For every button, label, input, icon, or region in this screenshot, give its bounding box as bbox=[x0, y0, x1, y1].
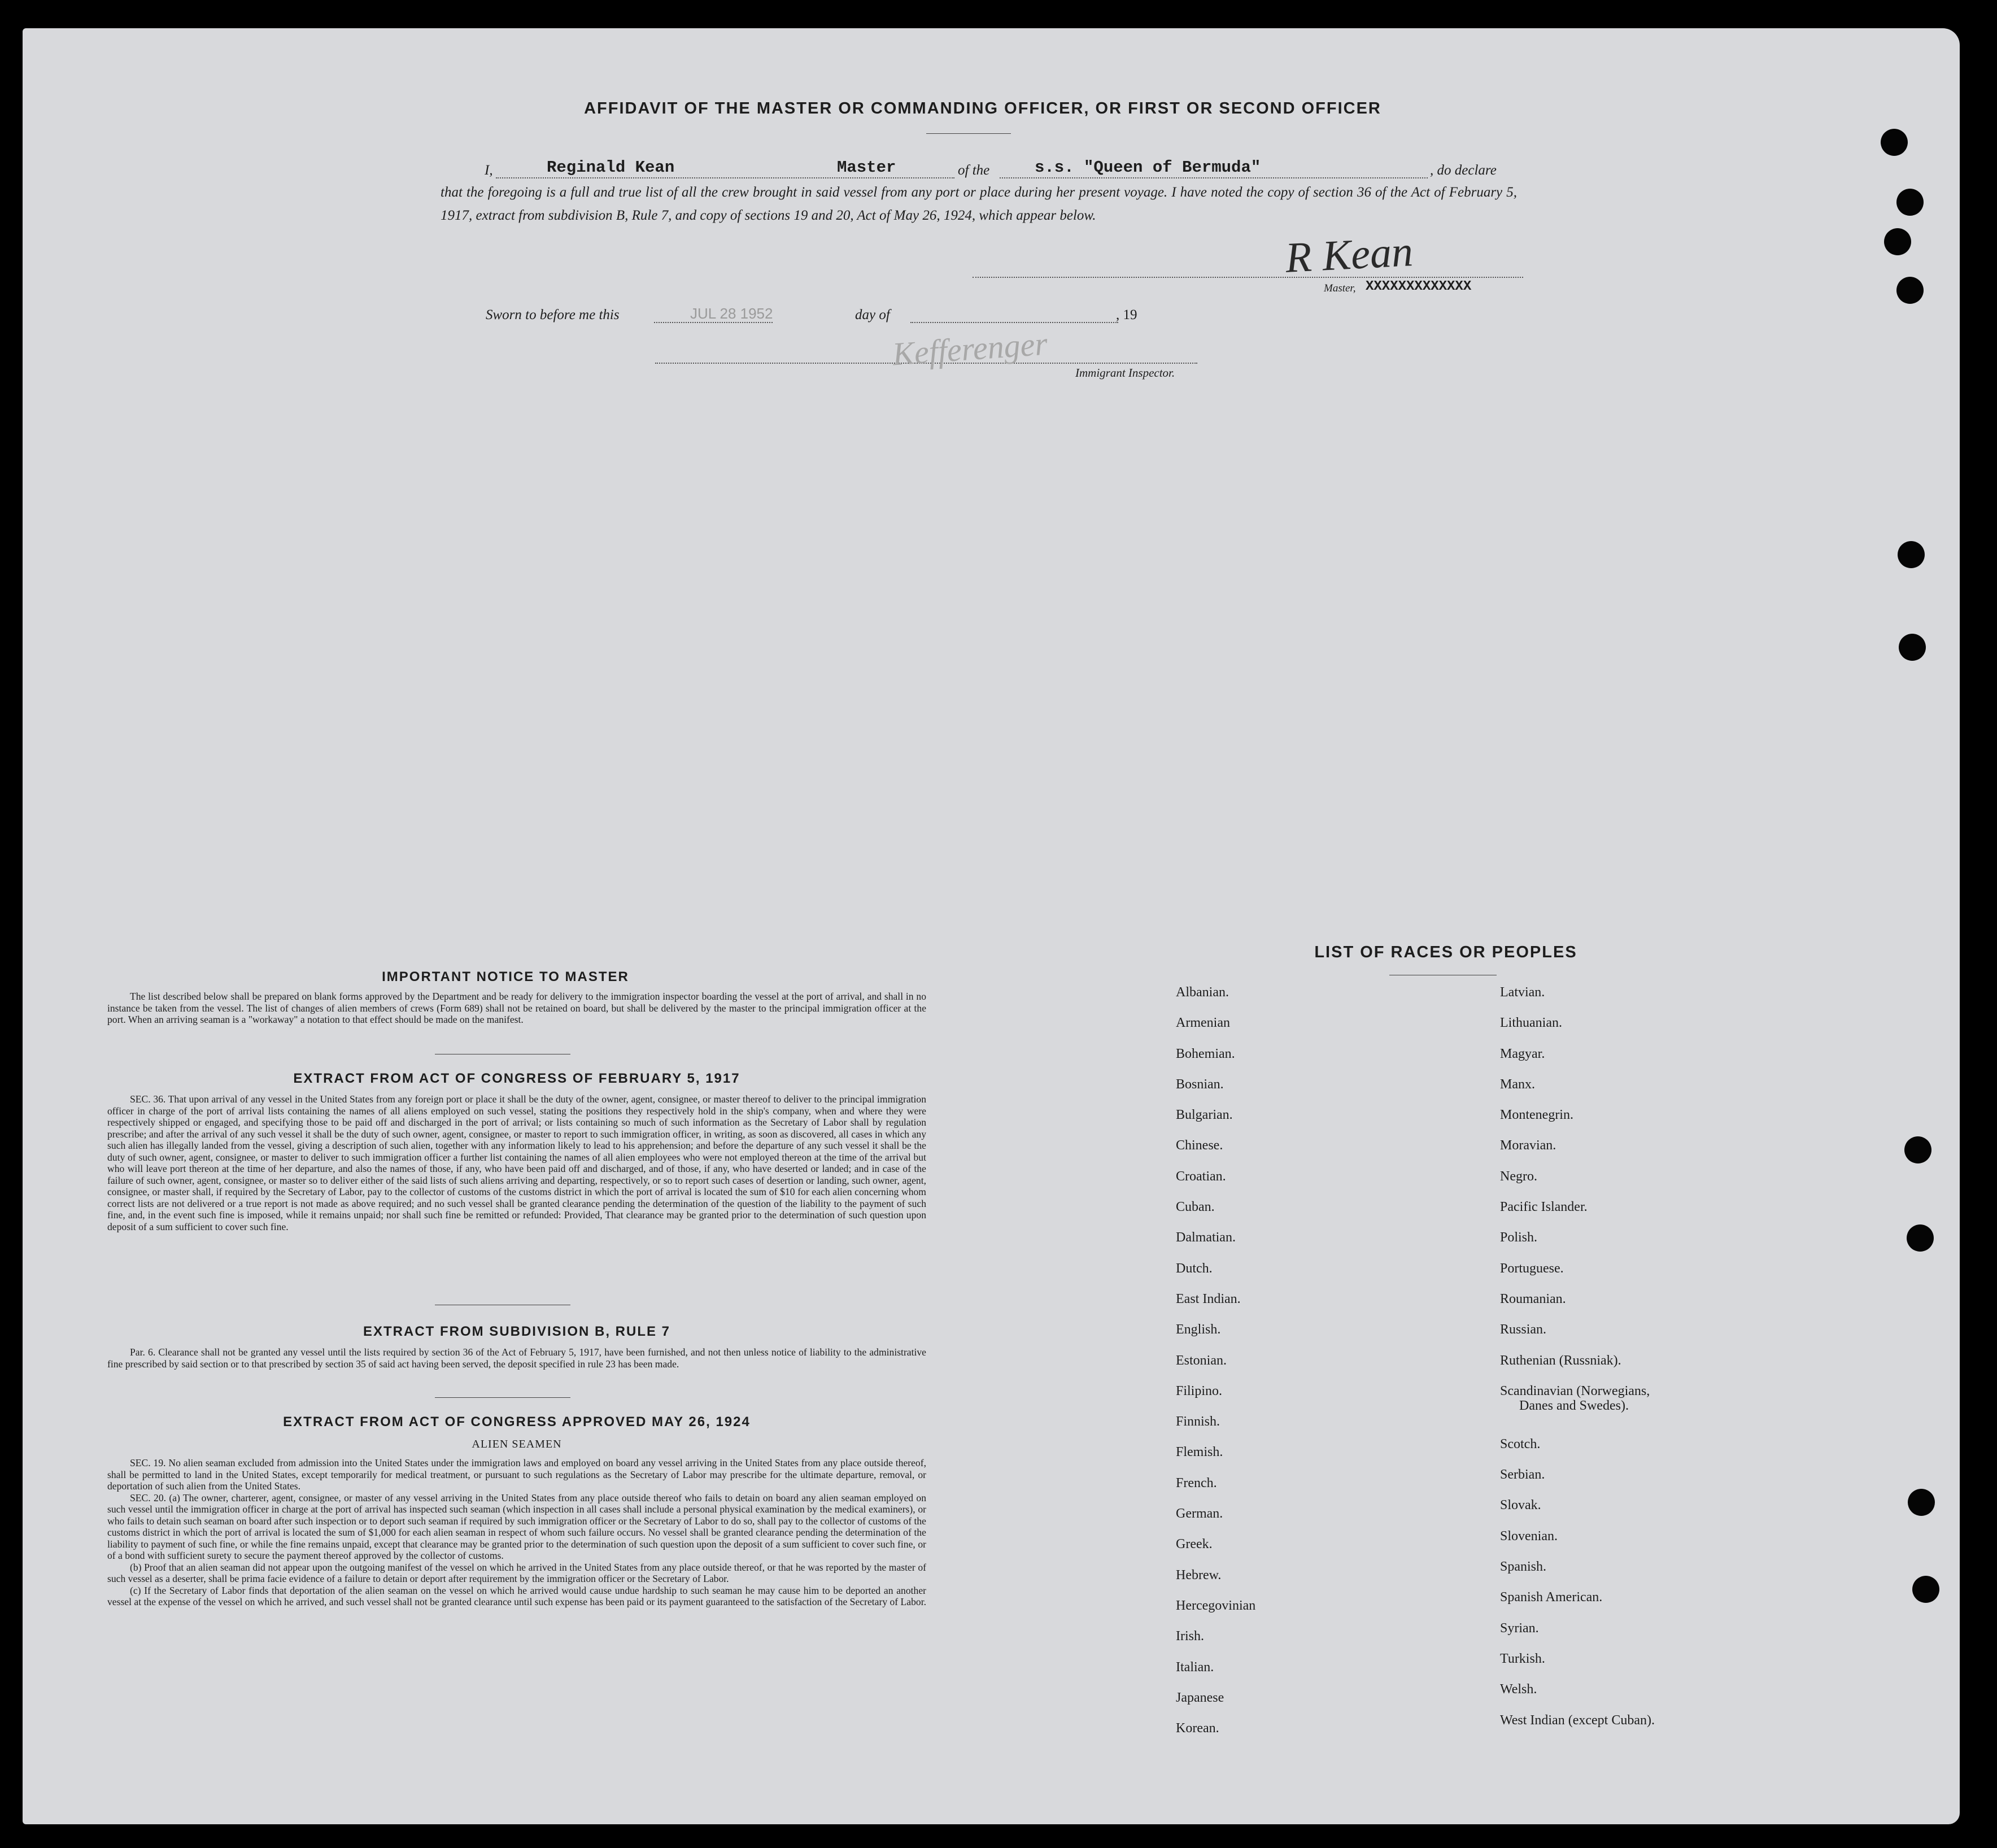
divider bbox=[926, 133, 1011, 134]
section-20b-paragraph: (b) Proof that an alien seaman did not appear upon the outgoing manifest of the vessel on which he arrived in the United States from any place outside thereof, or that he was reported by the master of such vessel as a deserter, shall be prima facie evidence of a failure to detain or deport after requirement by the immigration officer or the Secretary of Labor. bbox=[107, 1561, 926, 1584]
binder-hole bbox=[1907, 1224, 1934, 1252]
vessel-name: s.s. "Queen of Bermuda" bbox=[1035, 158, 1261, 177]
race-item: Welsh. bbox=[1500, 1682, 1537, 1697]
race-item: German. bbox=[1176, 1506, 1223, 1522]
binder-hole bbox=[1896, 189, 1924, 216]
race-item: Scotch. bbox=[1500, 1436, 1541, 1452]
race-item: West Indian (except Cuban). bbox=[1500, 1712, 1655, 1728]
fill-line bbox=[910, 322, 1118, 323]
master-caption: Master, bbox=[1324, 282, 1356, 294]
race-item: Korean. bbox=[1176, 1721, 1219, 1736]
sworn-date-stamp: JUL 28 1952 bbox=[690, 305, 773, 322]
race-item: Estonian. bbox=[1176, 1353, 1227, 1368]
section-19-paragraph: SEC. 19. No alien seaman excluded from admission into the United States under the immigration laws and employed on board any vessel arriving in the United States from any place outside thereof, shall be permitted to land in the United States, except temporarily for medical treatment, or pursuant to such regulations as the Secretary of Labor may prescribe for the ultimate departure, removal, or deportation of such alien from the United States. bbox=[107, 1457, 926, 1492]
race-item: Moravian. bbox=[1500, 1138, 1556, 1153]
race-item-line: Scandinavian (Norwegians, bbox=[1500, 1383, 1650, 1398]
race-item: Filipino. bbox=[1176, 1383, 1223, 1398]
race-item: Bohemian. bbox=[1176, 1046, 1235, 1061]
race-item: Syrian. bbox=[1500, 1620, 1539, 1636]
inspector-signature: Kefferenger bbox=[891, 325, 1049, 373]
race-item: Greek. bbox=[1176, 1537, 1213, 1552]
race-item: Roumanian. bbox=[1500, 1291, 1566, 1306]
binder-hole bbox=[1896, 277, 1924, 304]
affidavit-title: AFFIDAVIT OF THE MASTER OR COMMANDING OFFICER, OR FIRST OR SECOND OFFICER bbox=[584, 99, 1381, 117]
races-left-column bbox=[1176, 985, 1255, 1751]
race-item: Cuban. bbox=[1176, 1200, 1215, 1215]
races-title: LIST OF RACES OR PEOPLES bbox=[1314, 943, 1577, 961]
race-item: Hebrew. bbox=[1176, 1567, 1222, 1583]
struck-officer-title: XXXXXXXXXXXXX bbox=[1366, 279, 1472, 294]
section-36-paragraph: SEC. 36. That upon arrival of any vessel in the United States from any foreign port or place it shall be the duty of the owner, agent, consignee, or master thereof to deliver to the principal immigration officer in charge of the port of arrival lists containing the names of all aliens employed on such vessel, stating the positions they respectively hold in the ship's company, when and where they were respectively shipped or engaged, and specifying those to be paid off and discharged in the port of arrival; or lists containing so much of such information as the Secretary of Labor shall by regulation prescribe; and after the arrival of any such vessel it shall be the duty of such owner, agent, consignee, or master to report to such immigration officer, in writing, as soon as discovered, all cases in which any such alien has illegally landed from the vessel, giving a description of such alien, together with any information likely to lead to his apprehension; and before the departure of any such vessel it shall be the duty of such owner, agent, consignee, or master to deliver to such immigration officer a further list containing the names of all alien employees who were not employed thereon at the time of the arrival but who will leave port thereon at the time of her departure, and also the names of those, if any, who have been paid off and discharged, and of those, if any, who have deserted or landed; and in case of the failure of such owner, agent, consignee, or master so to deliver either of the said lists of such aliens arriving and departing, respectively, or so to report such cases of desertion or landing, such owner, agent, consignee, or master shall, if required by the Secretary of Labor, pay to the collector of customs of the customs district in which the port of arrival is located the sum of $10 for each alien concerning whom correct lists are not delivered or a true report is not made as above required; and no such vessel shall be granted clearance pending the determination of the question of the liability to the payment of such fine, and, in the event such fine is imposed, while it remains unpaid; nor shall such fine be remitted or refunded: Provided, That clearance may be granted prior to the determination of such question upon deposit of a sum sufficient to cover such fine. bbox=[107, 1093, 926, 1232]
sworn-line bbox=[486, 305, 1175, 328]
subdivision-b-title: EXTRACT FROM SUBDIVISION B, RULE 7 bbox=[363, 1324, 671, 1339]
notice-title: IMPORTANT NOTICE TO MASTER bbox=[382, 969, 629, 984]
race-item: Armenian bbox=[1176, 1015, 1230, 1031]
race-item: Italian. bbox=[1176, 1659, 1214, 1675]
sworn-prefix: Sworn to before me this bbox=[486, 307, 620, 322]
race-item: Bulgarian. bbox=[1176, 1108, 1233, 1123]
binder-hole bbox=[1884, 228, 1911, 255]
of-the-label: of the bbox=[958, 163, 990, 178]
signature-line bbox=[973, 277, 1523, 278]
inspector-caption: Immigrant Inspector. bbox=[1075, 366, 1175, 380]
race-item: Finnish. bbox=[1176, 1414, 1220, 1429]
race-item: Lithuanian. bbox=[1500, 1015, 1562, 1031]
race-item: Turkish. bbox=[1500, 1651, 1545, 1666]
master-signature: R Kean bbox=[1284, 228, 1414, 282]
master-rank: Master bbox=[837, 158, 896, 177]
race-item: Russian. bbox=[1500, 1322, 1547, 1337]
race-item: Slovak. bbox=[1500, 1498, 1541, 1513]
fill-line bbox=[496, 177, 954, 178]
extract-1917-title: EXTRACT FROM ACT OF CONGRESS OF FEBRUARY 5, 1917 bbox=[293, 1071, 740, 1086]
affidavit-body: that the foregoing is a full and true list of all the crew brought in said vessel from any port or place during her present voyage. I have noted the copy of section 36 of the Act of February 5, 1917, extract from subdivision B, Rule 7, and copy of sections 19 and 20, Act of May 26, 1924, which appear below. bbox=[441, 185, 1517, 223]
extract-1924-title: EXTRACT FROM ACT OF CONGRESS APPROVED MAY 26, 1924 bbox=[283, 1414, 751, 1429]
race-item: Negro. bbox=[1500, 1169, 1537, 1184]
binder-hole bbox=[1899, 634, 1926, 661]
race-item: Portuguese. bbox=[1500, 1261, 1564, 1276]
race-item: Spanish. bbox=[1500, 1559, 1547, 1575]
race-item: Bosnian. bbox=[1176, 1076, 1224, 1092]
race-item: Montenegrin. bbox=[1500, 1108, 1573, 1123]
race-item-continuation: Danes and Swedes). bbox=[1519, 1398, 1629, 1413]
race-item: Manx. bbox=[1500, 1076, 1535, 1092]
race-item bbox=[1500, 1384, 1655, 1437]
alien-seamen-subtitle: ALIEN SEAMEN bbox=[472, 1438, 562, 1450]
race-item: Ruthenian (Russniak). bbox=[1500, 1353, 1621, 1368]
binder-hole bbox=[1912, 1576, 1939, 1603]
binder-hole bbox=[1881, 129, 1908, 156]
binder-hole bbox=[1908, 1489, 1935, 1516]
race-item: French. bbox=[1176, 1475, 1217, 1490]
subdivision-b-text bbox=[107, 1346, 926, 1370]
race-item: Latvian. bbox=[1500, 985, 1545, 1000]
do-declare-label: , do declare bbox=[1430, 163, 1497, 178]
race-item: Pacific Islander. bbox=[1500, 1200, 1588, 1215]
fill-line bbox=[1000, 177, 1428, 178]
race-item: Chinese. bbox=[1176, 1138, 1223, 1153]
race-item: Dalmatian. bbox=[1176, 1230, 1236, 1245]
day-of-label: day of bbox=[855, 307, 890, 322]
affidavit-line1 bbox=[441, 158, 1514, 181]
race-item: Spanish American. bbox=[1500, 1590, 1603, 1605]
master-name: Reginald Kean bbox=[547, 158, 675, 177]
race-item: Slovenian. bbox=[1500, 1528, 1558, 1544]
extract-1917-text bbox=[107, 1093, 926, 1232]
races-right-column bbox=[1500, 985, 1655, 1744]
divider bbox=[435, 1397, 570, 1398]
section-20a-paragraph: SEC. 20. (a) The owner, charterer, agent, consignee, or master of any vessel arriving in the United States from any place outside thereof who fails to detain on board any alien seaman employed on such vessel until the immigration officer in charge at the port of arrival has inspected such seaman (which inspection in all cases shall include a personal physical examination by the medical examiners), or who fails to detain such seaman on board after such inspection or to deport such seaman if required by such immigration officer or the Secretary of Labor to do so, shall pay to the collector of customs of the customs district in which the port of arrival is located the sum of $1,000 for each alien seaman in respect of whom such failure occurs. No vessel shall be granted clearance pending the determination of the liability to payment of such fine, or while the fine remains unpaid, except that clearance may be granted prior to the determination of such question upon the deposit of a sum sufficient to cover such fine, or of a bond with sufficient surety to secure the payment thereof approved by the collector of customs. bbox=[107, 1492, 926, 1561]
notice-paragraph: The list described below shall be prepared on blank forms approved by the Department and be ready for delivery to the immigration inspector boarding the vessel at the port of arrival, and shall in no instance be taken from the vessel. The list of changes of alien members of crews (Form 689) shall not be retained on board, but shall be delivered by the master to the principal immigration officer at the port. When an arriving seaman is a "workaway" a notation to that effect should be made on the manifest. bbox=[107, 991, 926, 1025]
race-item: Albanian. bbox=[1176, 985, 1229, 1000]
race-item: Hercegovinian bbox=[1176, 1598, 1256, 1613]
race-item: Japanese bbox=[1176, 1690, 1224, 1705]
affidavit-prefix: I, bbox=[485, 163, 493, 178]
extract-1924-text bbox=[107, 1457, 926, 1608]
race-item: Flemish. bbox=[1176, 1445, 1223, 1460]
section-20c-paragraph: (c) If the Secretary of Labor finds that deportation of the alien seaman on the vessel on which he arrived would cause undue hardship to such seaman he may cause him to be deported an another vessel at the expense of the vessel on which he arrived, and such vessel shall not be granted clearance until such expense has been paid or its payment guaranteed to the satisfaction of the Secretary of Labor. bbox=[107, 1584, 926, 1607]
binder-hole bbox=[1898, 541, 1925, 568]
race-item: Magyar. bbox=[1500, 1046, 1545, 1061]
race-item: East Indian. bbox=[1176, 1291, 1241, 1306]
binder-hole bbox=[1904, 1136, 1931, 1163]
race-item: Croatian. bbox=[1176, 1169, 1226, 1184]
notice-text bbox=[107, 991, 926, 1026]
year-label: , 19 bbox=[1116, 307, 1137, 322]
race-item: Serbian. bbox=[1500, 1467, 1545, 1483]
race-item: English. bbox=[1176, 1322, 1221, 1337]
rule-7-paragraph: Par. 6. Clearance shall not be granted any vessel until the lists required by section 36 of the Act of February 5, 1917, have been furnished, and not then unless notice of liability to the administrative fine prescribed by said section or to that prescribed by section 35 of said act having been served, the deposit specified in rule 23 has been made. bbox=[107, 1346, 926, 1370]
race-item: Dutch. bbox=[1176, 1261, 1213, 1276]
race-item: Polish. bbox=[1500, 1230, 1538, 1245]
race-item: Irish. bbox=[1176, 1629, 1204, 1644]
